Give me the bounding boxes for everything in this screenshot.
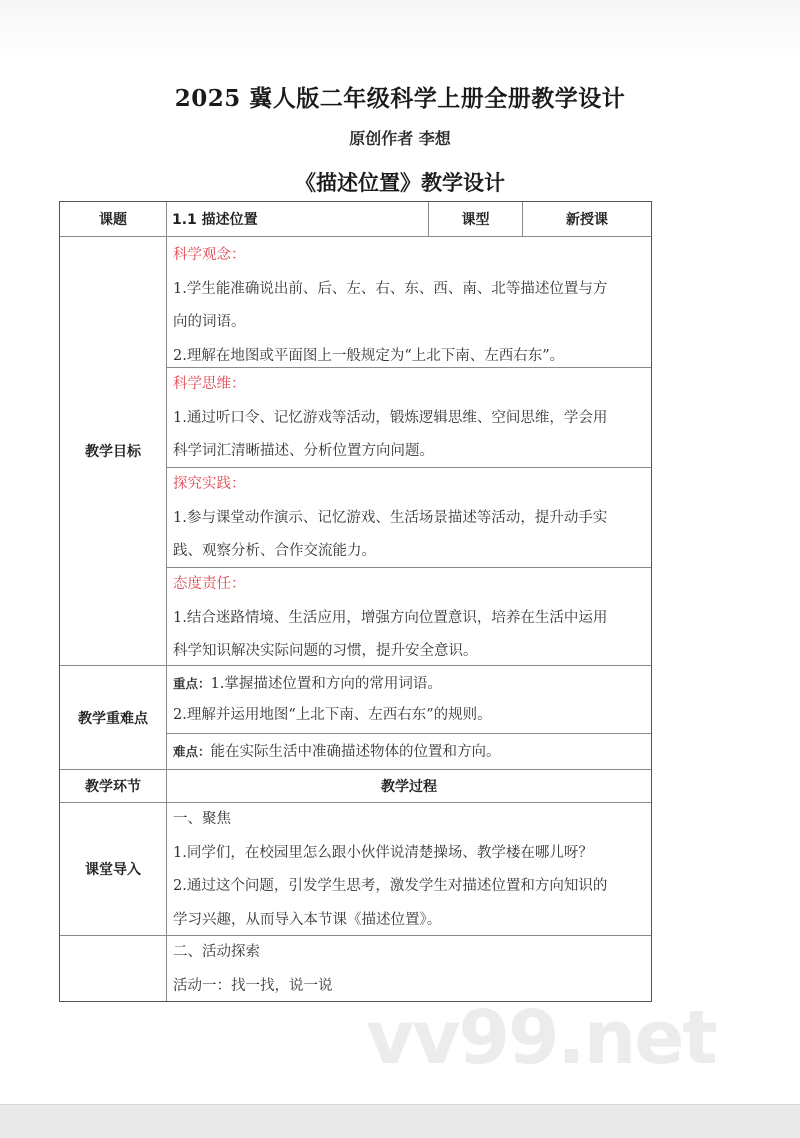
document-author: 原创作者 李想 bbox=[349, 129, 451, 148]
explore-line: 活动一：找一找，说一说 bbox=[173, 977, 333, 994]
key-line: 1.掌握描述位置和方向的常用词语。 bbox=[210, 676, 442, 692]
keypoints-label: 教学重难点 bbox=[78, 710, 148, 727]
objective-heading: 态度责任： bbox=[173, 576, 246, 592]
objective-line: 科学词汇清晰描述、分析位置方向问题。 bbox=[173, 443, 434, 459]
type-value-cell bbox=[522, 201, 652, 237]
objective-line: 1.结合迷路情境、生活应用，增强方向位置意识，培养在生活中运用 bbox=[173, 609, 608, 626]
stage-label: 教学环节 bbox=[85, 779, 141, 795]
topic-label: 课题 bbox=[99, 212, 127, 228]
objective-line: 科学知识解决实际问题的习惯，提升安全意识。 bbox=[173, 643, 478, 659]
lesson-title: 《描述位置》教学设计 bbox=[295, 171, 505, 195]
stage-label-cell bbox=[59, 769, 167, 803]
explore-label-cell bbox=[59, 935, 167, 1002]
process-label-cell bbox=[166, 769, 652, 803]
objective-line: 践、观察分析、合作交流能力。 bbox=[173, 543, 376, 559]
topic-value: 1.1 描述位置 bbox=[172, 212, 258, 228]
explore-line: 二、活动探索 bbox=[173, 944, 260, 960]
process-label: 教学过程 bbox=[381, 779, 437, 795]
intro-line: 学习兴趣，从而导入本节课《描述位置》。 bbox=[173, 911, 442, 928]
objective-line: 1.通过听口令、记忆游戏等活动，锻炼逻辑思维、空间思维，学会用 bbox=[173, 409, 608, 426]
type-label-cell bbox=[428, 201, 523, 237]
objective-section-thinking bbox=[166, 367, 652, 468]
objective-line: 向的词语。 bbox=[173, 314, 246, 330]
topic-value-cell bbox=[166, 201, 429, 237]
key-line: 2.理解并运用地图“上北下南、左西右东”的规则。 bbox=[173, 707, 492, 723]
keypoints-label-cell bbox=[59, 665, 167, 770]
page-top-shade bbox=[0, 0, 800, 60]
key-points-cell bbox=[166, 665, 652, 734]
key-lead: 重点： bbox=[173, 676, 211, 691]
type-label: 课型 bbox=[461, 212, 490, 228]
objective-section-practice bbox=[166, 467, 652, 568]
difficult-lead: 难点： bbox=[173, 744, 211, 759]
objectives-label: 教学目标 bbox=[85, 444, 141, 460]
topic-label-cell bbox=[59, 201, 167, 237]
type-value: 新授课 bbox=[566, 212, 608, 228]
intro-line: 一、聚焦 bbox=[173, 811, 231, 827]
objective-section-concept bbox=[166, 236, 652, 368]
objective-line: 2.理解在地图或平面图上一般规定为“上北下南、左西右东”。 bbox=[173, 347, 565, 364]
difficult-text: 能在实际生活中准确描述物体的位置和方向。 bbox=[210, 744, 501, 760]
watermark: vv99.net bbox=[366, 995, 716, 1081]
objectives-label-cell bbox=[59, 236, 167, 666]
explore-content-cell bbox=[166, 935, 652, 1002]
objective-heading: 科学观念： bbox=[173, 247, 246, 263]
objective-line: 1.学生能准确说出前、后、左、右、东、西、南、北等描述位置与方 bbox=[173, 280, 608, 297]
intro-label: 课堂导入 bbox=[85, 862, 141, 878]
objective-heading: 科学思维： bbox=[173, 376, 246, 392]
intro-label-cell bbox=[59, 802, 167, 936]
objective-section-attitude bbox=[166, 567, 652, 666]
objective-line: 1.参与课堂动作演示、记忆游戏、生活场景描述等活动，提升动手实 bbox=[173, 509, 608, 526]
difficult-points-cell bbox=[166, 733, 652, 770]
intro-line: 1.同学们，在校园里怎么跟小伙伴说清楚操场、教学楼在哪儿呀？ bbox=[173, 844, 593, 861]
document-title: 2025 冀人版二年级科学上册全册教学设计 bbox=[174, 85, 626, 112]
intro-content-cell bbox=[166, 802, 652, 936]
page-bottom-strip bbox=[0, 1104, 800, 1138]
intro-line: 2.通过这个问题，引发学生思考，激发学生对描述位置和方向知识的 bbox=[173, 878, 608, 894]
objective-heading: 探究实践： bbox=[173, 476, 246, 492]
